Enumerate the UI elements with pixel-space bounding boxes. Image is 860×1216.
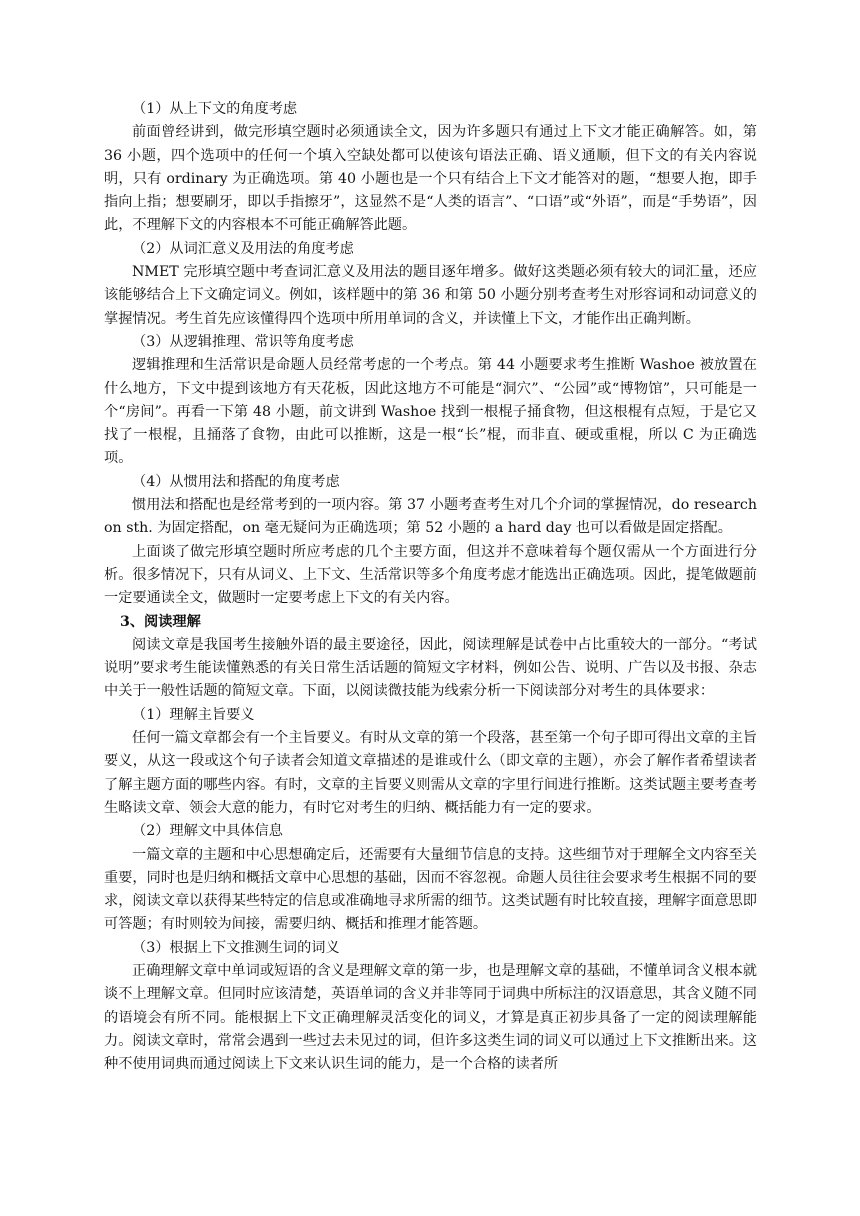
subheading-vocabulary: （2）从词汇意义及用法的角度考虑 — [132, 240, 354, 257]
paragraph-vocabulary: NMET 完形填空题中考查词汇意义及用法的题目逐年增多。做好这类题必须有较大的词汇量，还应该能够结合上下文确定词义。例如，该样题中的第 36 和第 50 小题分别考查考生对形容词和动词意义的掌握情况。考生首先应该懂得四个选项中所用单词的含义，并读懂上下文，才能作出正确判断。 — [104, 264, 757, 327]
section-heading-reading: 3、阅读理解 — [120, 613, 201, 630]
subheading-main-idea: （1）理解主旨要义 — [132, 706, 255, 723]
paragraph-reading-intro: 阅读文章是我国考生接触外语的最主要途径，因此，阅读理解是试卷中占比重较大的一部分。“考试说明”要求考生能读懂熟悉的有关日常生活话题的简短文字材料，例如公告、说明、广告以及书报、杂志中关于一般性话题的简短文章。下面，以阅读微技能为线索分析一下阅读部分对考生的具体要求： — [104, 636, 757, 700]
subheading-logic: （3）从逻辑推理、常识等角度考虑 — [132, 333, 354, 350]
subheading-details: （2）理解文中具体信息 — [132, 823, 283, 840]
document-page — [104, 98, 757, 1076]
paragraph-logic: 逻辑推理和生活常识是命题人员经常考虑的一个考点。第 44 小题要求考生推断 Washoe 被放置在什么地方，下文中提到该地方有天花板，因此这地方不可能是“洞穴”、“公园”或“博物馆”，只可能是一个“房间”。再看一下第 48 小题，前文讲到 Washoe 找到一根棍子捅食物，但这根棍有点短，于是它又找了一根棍，且捅落了食物，由此可以推断，这是一根“长”棍，而非直、硬或重棍，所以 C 为正确选项。 — [104, 357, 757, 467]
paragraph-main-idea: 任何一篇文章都会有一个主旨要义。有时从文章的第一个段落，甚至第一个句子即可得出文章的主旨要义，从这一段或这个句子读者会知道文章描述的是谁或什么（即文章的主题），亦会了解作者希望读者了解主题方面的哪些内容。有时，文章的主旨要义则需从文章的字里行间进行推断。这类试题主要考查考生略读文章、领会大意的能力，有时它对考生的归纳、概括能力有一定的要求。 — [104, 730, 757, 816]
subheading-collocation: （4）从惯用法和搭配的角度考虑 — [132, 473, 340, 490]
paragraph-collocation: 惯用法和搭配也是经常考到的一项内容。第 37 小题考查考生对几个介词的掌握情况，do research on sth. 为固定搭配，on 毫无疑问为正确选项；第 52 小题的 a hard day 也可以看做是固定搭配。 — [104, 497, 757, 537]
paragraph-context: 前面曾经讲到，做完形填空题时必须通读全文，因为许多题只有通过上下文才能正确解答。如，第 36 小题，四个选项中的任何一个填入空缺处都可以使该句语法正确、语义通顺，但下文的有关内容说明，只有 ordinary 为正确选项。第 40 小题也是一个只有结合上下文才能答对的题，“想要人抱，即手指向上指；想要刷牙，即以手指擦牙”，这显然不是“人类的语言”、“口语”或“外语”，而是“手势语”，因此，不理解下文的内容根本不可能正确解答此题。 — [104, 124, 757, 234]
subheading-word-meaning: （3）根据上下文推测生词的词义 — [132, 939, 340, 956]
paragraph-cloze-summary: 上面谈了做完形填空题时所应考虑的几个主要方面，但这并不意味着每个题仅需从一个方面进行分析。很多情况下，只有从词义、上下文、生活常识等多个角度考虑才能选出正确选项。因此，提笔做题前一定要通读全文，做题时一定要考虑上下文的有关内容。 — [104, 543, 757, 607]
paragraph-word-meaning: 正确理解文章中单词或短语的含义是理解文章的第一步，也是理解文章的基础，不懂单词含义根本就谈不上理解文章。但同时应该清楚，英语单词的含义并非等同于词典中所标注的汉语意思，其含义随不同的语境会有所不同。能根据上下文正确理解灵活变化的词义，才算是真正初步具备了一定的阅读理解能力。阅读文章时，常常会遇到一些过去未见过的词，但许多这类生词的词义可以通过上下文推断出来。这种不使用词典而通过阅读上下文来认识生词的能力，是一个合格的读者所 — [104, 962, 757, 1073]
paragraph-details: 一篇文章的主题和中心思想确定后，还需要有大量细节信息的支持。这些细节对于理解全文内容至关重要，同时也是归纳和概括文章中心思想的基础，因而不容忽视。命题人员往往会要求考生根据不同的要求，阅读文章以获得某些特定的信息或准确地寻求所需的细节。这类试题有时比较直接，理解字面意思即可答题；有时则较为间接，需要归纳、概括和推理才能答题。 — [104, 846, 757, 933]
subheading-context: （1）从上下文的角度考虑 — [132, 101, 298, 117]
